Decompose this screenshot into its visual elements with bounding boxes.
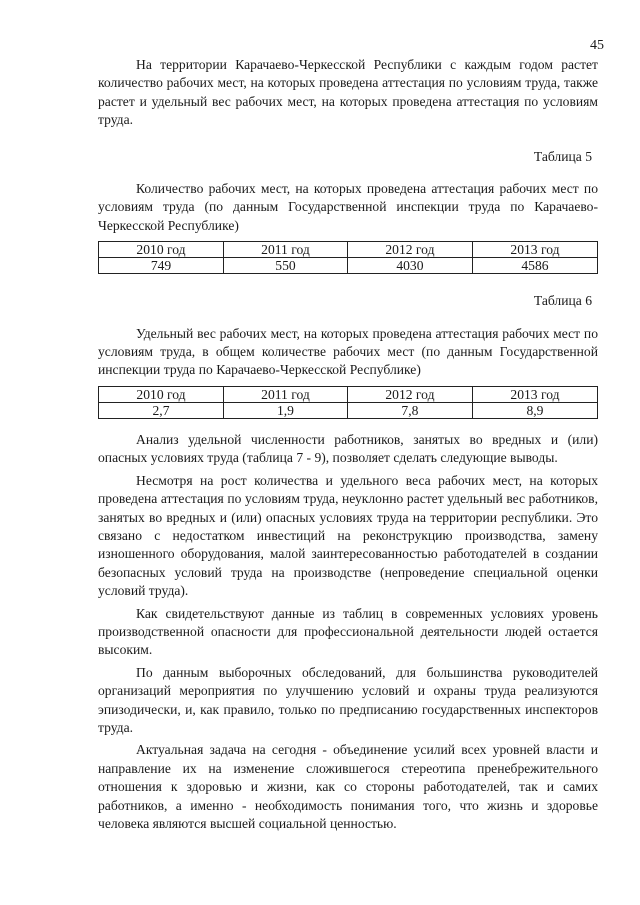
table-5-caption: Таблица 5 (533, 148, 592, 164)
body-paragraph: Несмотря на рост количества и удельного веса рабочих мест, на которых проведена аттестация по условиям труда, неуклонно растет удельный вес работников, занятых во вредных и (или) опасных условиях труда на территории республики. Это связано с недостатком инвестиций на реконструкцию производства, замену изношенного оборудования, малой заинтересованностью работодателей в создании безопасных условий труда на производстве (непроведение специальной оценки условий труда). (98, 472, 598, 599)
body-paragraph: Как свидетельствуют данные из таблиц в современных условиях уровень производственной опасности для профессиональной деятельности людей остается высоким. (98, 605, 598, 658)
table-6-value-cell: 8,9 (472, 402, 597, 418)
table-6-header-cell: 2010 год (99, 386, 224, 402)
table-5-header-cell: 2012 год (347, 242, 472, 258)
table-6-value-cell: 2,7 (99, 402, 224, 418)
intro-paragraph: На территории Карачаево-Черкесской Республики с каждым годом растет количество рабочих мест, на которых проведена аттестация по условиям труда, также растет и удельный вес рабочих мест, на которых проведена аттестация по условиям труда. (98, 57, 598, 128)
page-number: 45 (590, 38, 604, 53)
table-6-header-cell: 2011 год (224, 386, 348, 402)
table-6-title: Удельный вес рабочих мест, на которых проведена аттестация рабочих мест по условиям труда, в общем количестве рабочих мест (по данным Государственной инспекции труда по Карачаево-Черкесской Республике) (98, 325, 598, 378)
table-5-value-cell: 4030 (347, 258, 472, 274)
document-body (98, 56, 598, 833)
table-6 (98, 386, 598, 419)
table-6-header-cell: 2012 год (347, 386, 472, 402)
table-5-value-cell: 4586 (472, 258, 597, 274)
table-5-value-cell: 550 (224, 258, 348, 274)
table-5-header-row (99, 242, 598, 258)
table-6-value-cell: 7,8 (347, 402, 472, 418)
table-6-header-cell: 2013 год (472, 386, 597, 402)
table-5 (98, 241, 598, 274)
body-paragraph: Актуальная задача на сегодня - объединение усилий всех уровней власти и направление их на изменение сложившегося стереотипа пренебрежительного отношения к здоровью и жизни, как со стороны работодателей, так и самих работников, а именно - необходимость понимания того, что жизнь и здоровье человека являются высшей социальной ценностью. (98, 742, 598, 831)
body-paragraph: Анализ удельной численности работников, занятых во вредных и (или) опасных условиях труда (таблица 7 - 9), позволяет сделать следующие выводы. (98, 431, 598, 466)
table-6-header-row (99, 386, 598, 402)
body-paragraph: По данным выборочных обследований, для большинства руководителей организаций мероприятия по улучшению условий и охраны труда реализуются эпизодически, и, как правило, только по предписанию государственных инспекторов труда. (98, 664, 598, 735)
table-6-caption: Таблица 6 (533, 293, 592, 309)
table-5-header-cell: 2013 год (472, 242, 597, 258)
table-5-value-row (99, 258, 598, 274)
table-5-header-cell: 2011 год (224, 242, 348, 258)
table-5-header-cell: 2010 год (99, 242, 224, 258)
table-5-title: Количество рабочих мест, на которых проведена аттестация рабочих мест по условиям труда (по данным Государственной инспекции труда по Карачаево-Черкесской Республике) (98, 181, 598, 233)
table-6-value-row (99, 402, 598, 418)
table-6-value-cell: 1,9 (224, 402, 348, 418)
table-5-value-cell: 749 (99, 258, 224, 274)
